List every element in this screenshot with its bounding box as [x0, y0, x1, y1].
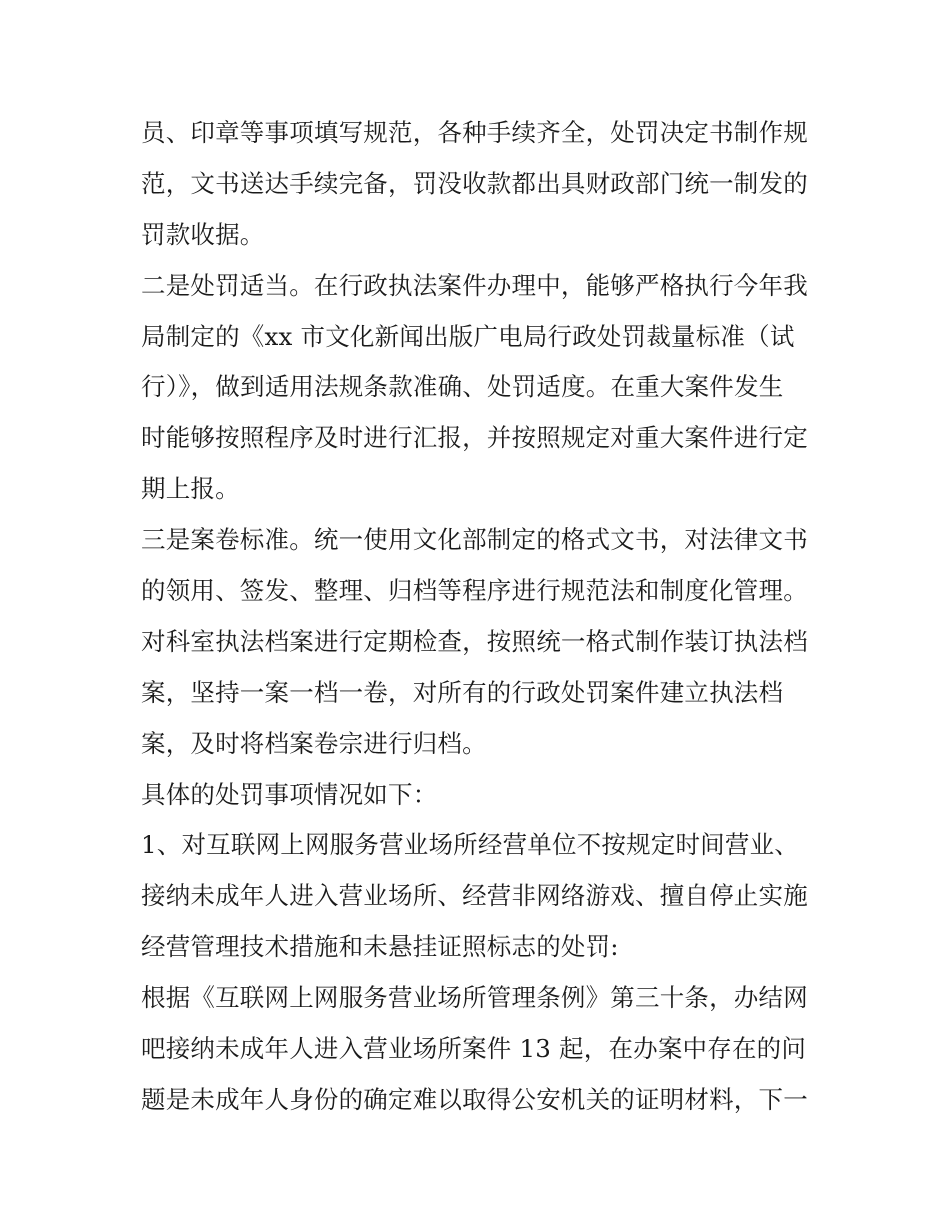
- text-line: 根据《互联网上网服务营业场所管理条例》第三十条，办结网: [141, 983, 808, 1013]
- text-line: 案，及时将档案卷宗进行归档。: [141, 728, 487, 758]
- text-line: 期上报。: [141, 474, 240, 504]
- text-line: 题是未成年人身份的确定难以取得公安机关的证明材料，下一: [141, 1084, 808, 1114]
- text-line: 二是处罚适当。在行政执法案件办理中，能够严格执行今年我: [141, 270, 808, 300]
- text-line: 的领用、签发、整理、归档等程序进行规范法和制度化管理。: [141, 576, 808, 606]
- text-line: 案，坚持一案一档一卷，对所有的行政处罚案件建立执法档: [141, 677, 784, 707]
- text-line: 接纳未成年人进入营业场所、经营非网络游戏、擅自停止实施: [141, 881, 808, 911]
- document-body: [141, 108, 821, 1126]
- text-line: 罚款收据。: [141, 219, 265, 249]
- text-line: 具体的处罚事项情况如下：: [141, 779, 438, 809]
- text-line: 员、印章等事项填写规范，各种手续齐全，处罚决定书制作规: [141, 118, 808, 147]
- text-line: 范，文书送达手续完备，罚没收款都出具财政部门统一制发的: [141, 168, 808, 198]
- text-line: 行）》，做到适用法规条款准确、处罚适度。在重大案件发生: [141, 372, 784, 402]
- text-line: 对科室执法档案进行定期检查，按照统一格式制作装订执法档: [141, 626, 808, 656]
- text-line: 经营管理技术措施和未悬挂证照标志的处罚:: [141, 932, 619, 962]
- text-line: 1、对互联网上网服务营业场所经营单位不按规定时间营业、: [141, 830, 799, 860]
- text-line: 局制定的《xx 市文化新闻出版广电局行政处罚裁量标准（试: [141, 321, 795, 351]
- text-line: 三是案卷标准。统一使用文化部制定的格式文书，对法律文书: [141, 525, 808, 555]
- text-line: 时能够按照程序及时进行汇报，并按照规定对重大案件进行定: [141, 423, 808, 453]
- text-line: 吧接纳未成年人进入营业场所案件 13 起，在办案中存在的问: [141, 1034, 807, 1064]
